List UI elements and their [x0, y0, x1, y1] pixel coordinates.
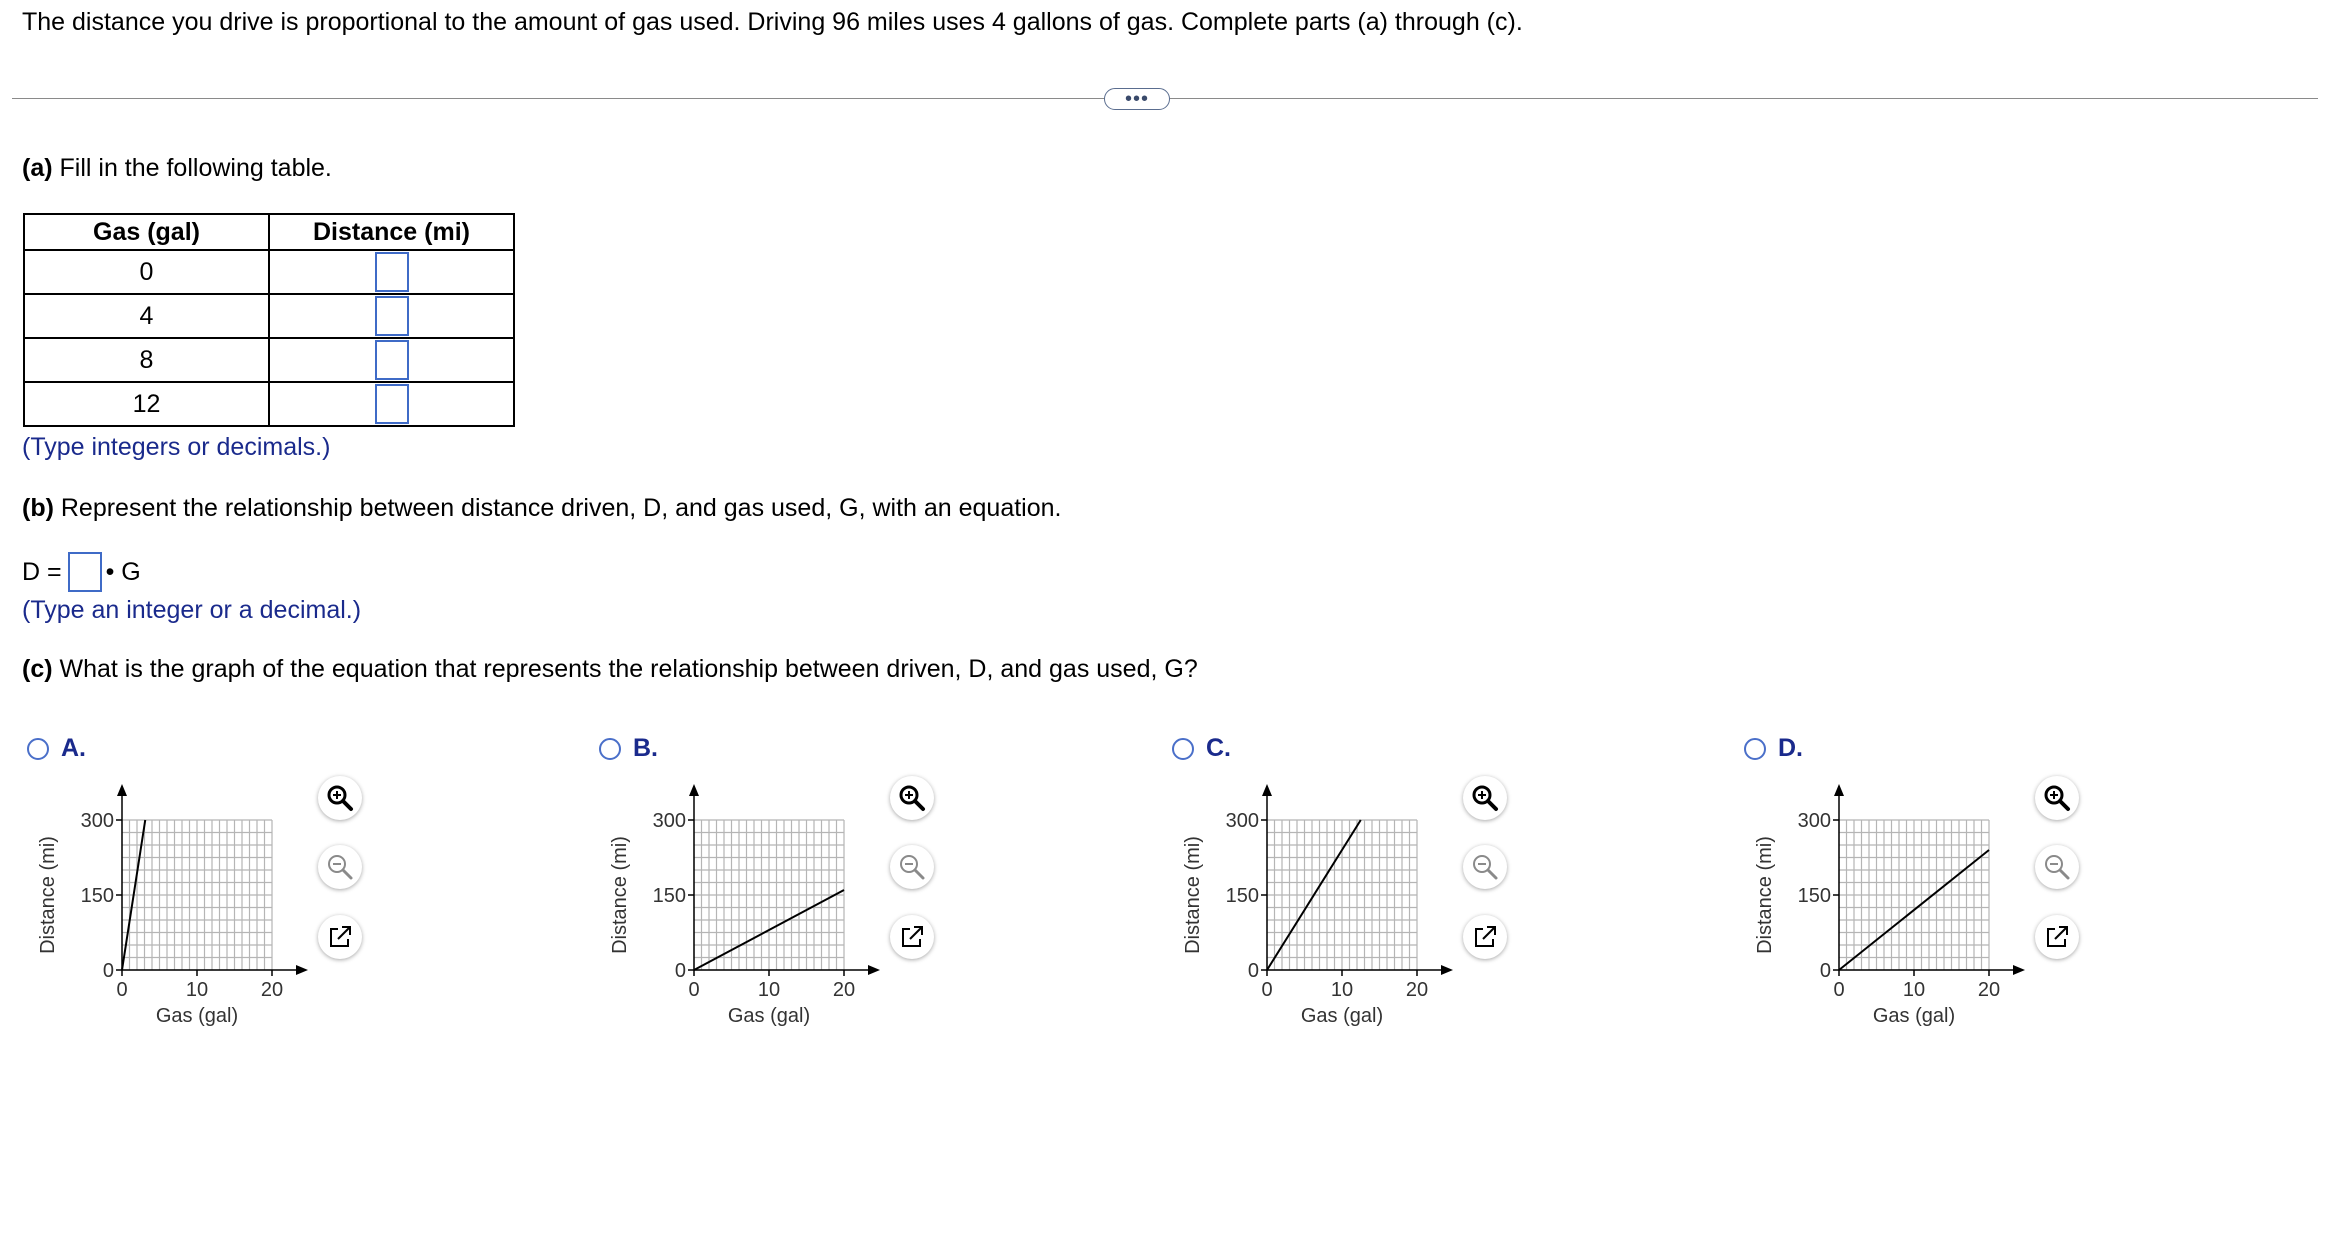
- radio-button[interactable]: [1744, 738, 1766, 760]
- x-axis-arrow: [2013, 965, 2025, 975]
- zoom-in-icon[interactable]: [890, 776, 934, 820]
- problem-text: The distance you drive is proportional to the amount of gas used. Driving 96 miles uses 4 gallons of gas. Complete parts (a) through (c).: [22, 8, 1523, 36]
- zoom-out-icon[interactable]: [890, 845, 934, 889]
- part-a-bold: (a): [22, 154, 53, 182]
- popout-icon[interactable]: [890, 915, 934, 959]
- part-c-bold: (c): [22, 655, 53, 683]
- table-row: [24, 250, 514, 294]
- grid: [1267, 820, 1417, 970]
- part-b-label: [22, 494, 1062, 523]
- choice-letter: B.: [633, 734, 658, 762]
- y-axis-label: Distance (mi): [1754, 836, 1776, 954]
- y-tick-label: 0: [1819, 960, 1831, 982]
- x-tick-label: 20: [260, 979, 284, 1001]
- zoom-out-icon[interactable]: [2035, 845, 2079, 889]
- y-axis-label: Distance (mi): [1182, 836, 1204, 954]
- slope-input[interactable]: [68, 552, 102, 592]
- part-a-label: [22, 154, 332, 183]
- table-row: [24, 338, 514, 382]
- y-axis-arrow: [1262, 784, 1272, 796]
- part-b-text: Represent the relationship between distance driven, D, and gas used, G, with an equation.: [53, 494, 1062, 522]
- radio-button[interactable]: [27, 738, 49, 760]
- distance-input-12[interactable]: [375, 384, 409, 424]
- x-tick-label: 20: [1977, 979, 2001, 1001]
- zoom-out-icon[interactable]: [1463, 845, 1507, 889]
- x-tick-label: 10: [757, 979, 781, 1001]
- y-axis-arrow: [117, 784, 127, 796]
- y-tick-label: 0: [674, 960, 686, 982]
- zoom-in-icon[interactable]: [2035, 776, 2079, 820]
- x-tick-label: 0: [688, 979, 700, 1001]
- zoom-in-icon[interactable]: [1463, 776, 1507, 820]
- radio-button[interactable]: [599, 738, 621, 760]
- part-c-label: [22, 655, 1198, 684]
- part-b-bold: (b): [22, 494, 54, 522]
- choice-letter: C.: [1206, 734, 1231, 762]
- gas-cell: 0: [24, 250, 269, 294]
- x-axis-label: Gas (gal): [1300, 1005, 1384, 1027]
- x-axis-label: Gas (gal): [1872, 1005, 1956, 1027]
- y-axis-label: Distance (mi): [609, 836, 631, 954]
- part-c-text: What is the graph of the equation that represents the relationship between driven, D, and gas used, G?: [52, 655, 1198, 683]
- y-tick-label: 300: [1797, 810, 1831, 832]
- x-axis-arrow: [296, 965, 308, 975]
- x-tick-label: 20: [1405, 979, 1429, 1001]
- choice-letter: D.: [1778, 734, 1803, 762]
- popout-icon[interactable]: [318, 915, 362, 959]
- equation-suffix: • G: [105, 557, 141, 586]
- gas-distance-table: [23, 213, 515, 427]
- table-row: [24, 294, 514, 338]
- x-tick-label: 10: [1330, 979, 1354, 1001]
- more-button[interactable]: •••: [1104, 88, 1170, 110]
- graph-b: [602, 780, 902, 1040]
- equation-prefix: D =: [22, 557, 62, 586]
- y-tick-label: 150: [652, 885, 686, 907]
- radio-button[interactable]: [1172, 738, 1194, 760]
- equation-line: [22, 552, 141, 592]
- y-tick-label: 300: [1225, 810, 1259, 832]
- choice-c[interactable]: [1172, 734, 1231, 763]
- x-tick-label: 10: [1902, 979, 1926, 1001]
- gas-cell: 8: [24, 338, 269, 382]
- y-tick-label: 0: [1247, 960, 1259, 982]
- choice-d[interactable]: [1744, 734, 1803, 763]
- x-axis-label: Gas (gal): [155, 1005, 239, 1027]
- x-axis-arrow: [1441, 965, 1453, 975]
- table-row: [24, 382, 514, 426]
- grid: [122, 820, 272, 970]
- y-axis-arrow: [1834, 784, 1844, 796]
- y-tick-label: 150: [1225, 885, 1259, 907]
- distance-input-0[interactable]: [375, 252, 409, 292]
- grid: [1839, 820, 1989, 970]
- distance-cell: [269, 382, 514, 426]
- part-b-hint: (Type an integer or a decimal.): [22, 596, 362, 624]
- distance-input-4[interactable]: [375, 296, 409, 336]
- graph-c: [1175, 780, 1475, 1040]
- x-tick-label: 0: [116, 979, 128, 1001]
- y-tick-label: 150: [1797, 885, 1831, 907]
- gas-cell: 12: [24, 382, 269, 426]
- table-header-gas: Gas (gal): [24, 214, 269, 250]
- zoom-out-icon[interactable]: [318, 845, 362, 889]
- popout-icon[interactable]: [1463, 915, 1507, 959]
- y-axis-arrow: [689, 784, 699, 796]
- table-header-distance: Distance (mi): [269, 214, 514, 250]
- distance-cell: [269, 294, 514, 338]
- choice-b[interactable]: [599, 734, 658, 763]
- distance-cell: [269, 250, 514, 294]
- part-a-hint: (Type integers or decimals.): [22, 433, 331, 461]
- zoom-in-icon[interactable]: [318, 776, 362, 820]
- x-tick-label: 0: [1833, 979, 1845, 1001]
- choice-letter: A.: [61, 734, 86, 762]
- x-tick-label: 20: [832, 979, 856, 1001]
- popout-icon[interactable]: [2035, 915, 2079, 959]
- y-tick-label: 150: [80, 885, 114, 907]
- x-tick-label: 0: [1261, 979, 1273, 1001]
- y-tick-label: 300: [652, 810, 686, 832]
- y-axis-label: Distance (mi): [37, 836, 59, 954]
- x-tick-label: 10: [185, 979, 209, 1001]
- gas-cell: 4: [24, 294, 269, 338]
- choice-a[interactable]: [27, 734, 86, 763]
- grid: [694, 820, 844, 970]
- y-tick-label: 0: [102, 960, 114, 982]
- y-tick-label: 300: [80, 810, 114, 832]
- graph-a: [30, 780, 330, 1040]
- x-axis-label: Gas (gal): [727, 1005, 811, 1027]
- distance-input-8[interactable]: [375, 340, 409, 380]
- distance-cell: [269, 338, 514, 382]
- graph-d: [1747, 780, 2047, 1040]
- part-a-text: Fill in the following table.: [52, 154, 332, 182]
- x-axis-arrow: [868, 965, 880, 975]
